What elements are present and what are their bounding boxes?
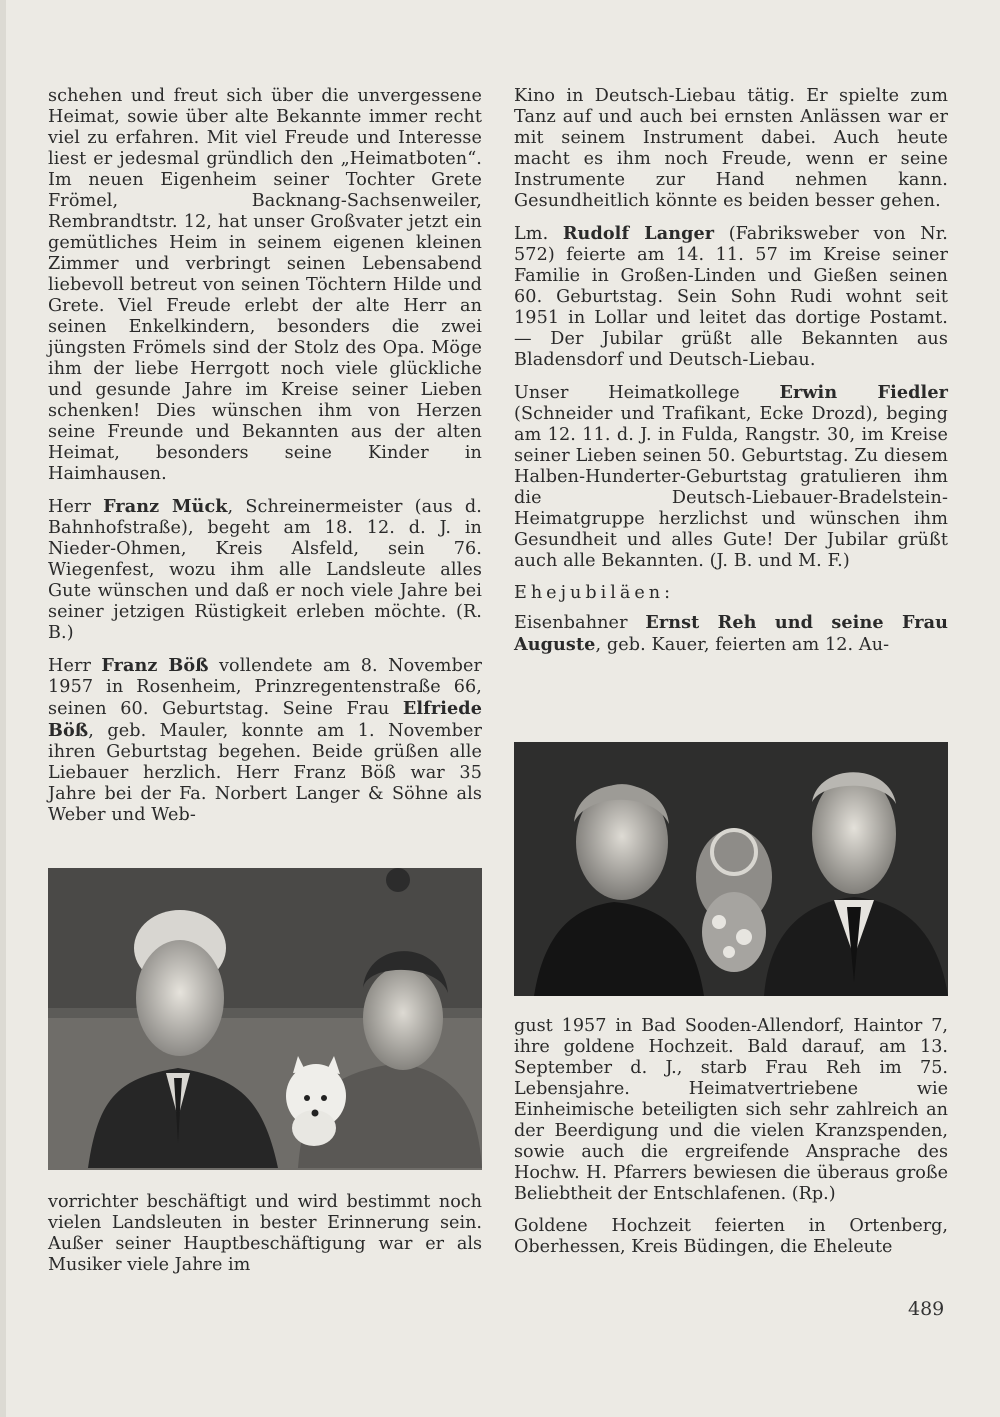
left-column [48, 86, 482, 826]
left-column-bottom [48, 1192, 482, 1276]
musiker-paragraph: Kino in Deutsch-Liebau tätig. Er spielte zum Tanz auf und auch bei ernsten Anlässen war er mit seinem Instrument dabei. Auch heute macht es ihm noch Freude, wenn er seine Instrumente zur Hand nehmen kann. Gesundheitlich könnte es beiden besser gehen. [514, 86, 948, 211]
mueck-name: Franz Mück [103, 496, 228, 517]
page-edge [0, 0, 6, 1417]
reh-names: Ernst Reh und seine Frau Auguste [514, 612, 948, 655]
page-number: 489 [908, 1298, 945, 1320]
grossvater-paragraph: schehen und freut sich über die unvergessene Heimat, sowie über alte Bekannte immer recht viel zu erfahren. Mit viel Freude und Interesse liest er jedesmal gründlich den „Heimatboten“. Im neuen Eigenheim seiner Tochter Grete Frömel, Backnang-Sachsenweiler, Rembrandtstr. 12, hat unser Großvater jetzt ein gemütliches Heim in seinem eigenen kleinen Zimmer und verbringt seinen Lebensabend liebevoll betreut von seinen Töchtern Hilde und Grete. Viel Freude erlebt der alte Herr an seinen Enkelkindern, besonders die zwei jüngsten Frömels sind der Stolz des Opa. Möge ihm der liebe Herrgott noch viele glückliche und gesunde Jahre im Kreise seiner Lieben schenken! Dies wünschen ihm von Herzen seine Freunde und Bekannten aus der alten Heimat, besonders seine Kinder in Haimhausen. [48, 86, 482, 484]
langer-name: Rudolf Langer [562, 223, 715, 244]
right-column-bottom [514, 1016, 948, 1269]
reh-continued-paragraph: gust 1957 in Bad Sooden-Allendorf, Haintor 7, ihre goldene Hochzeit. Bald darauf, am 13. September d. J., starb Frau Reh im 75. Lebensjahre. Heimatvertriebene wie Einheimische beteiligten sich sehr zahlreich an der Beerdigung und die vielen Kranzspenden, sowie auch die ergreifende Ansprache des Hochw. H. Pfarrers bewiesen die überaus große Beliebtheit der Entschlafenen. (Rp.) [514, 1016, 948, 1204]
fiedler-paragraph: Unser Heimatkollege Erwin Fiedler (Schneider und Trafikant, Ecke Drozd), beging am 12. 11. d. J. in Fulda, Rangstr. 30, im Kreise seiner Lieben seinen 50. Geburtstag. Zu diesem Halben-Hunderter-Geburtstag gratulieren ihm die Deutsch-Liebauer-Bradelstein-Heimatgruppe herzlichst und wünschen ihm Gesundheit und alles Gute! Der Jubilar grüßt auch alle Bekannten. (J. B. und M. F.) [514, 382, 948, 571]
reh-couple-photo [514, 742, 948, 996]
ehejubilaeen-heading: Ehejubiläen: [514, 583, 675, 603]
boess-continued-paragraph: vorrichter beschäftigt und wird bestimmt noch vielen Landsleuten in bester Erinnerung sein. Außer seiner Hauptbeschäftigung war er als Musiker viele Jahre im [48, 1192, 482, 1275]
langer-paragraph: Lm. Rudolf Langer (Fabriksweber von Nr. 572) feierte am 14. 11. 57 im Kreise seiner Familie in Großen-Linden und Gießen seinen 60. Geburtstag. Sein Sohn Rudi wohnt seit 1951 in Lollar und leitet das dortige Postamt. — Der Jubilar grüßt alle Bekannten aus Bladensdorf und Deutsch-Liebau. [514, 223, 948, 370]
boess-couple-photo [48, 868, 482, 1170]
right-column [514, 86, 948, 656]
ortenberg-paragraph: Goldene Hochzeit feierten in Ortenberg, Oberhessen, Kreis Büdingen, die Eheleute [514, 1216, 948, 1257]
reh-paragraph: Eisenbahner Ernst Reh und seine Frau Auguste, geb. Kauer, feierten am 12. Au- [514, 612, 948, 655]
boess-paragraph: Herr Franz Böß vollendete am 8. November 1957 in Rosenheim, Prinzregentenstraße 66, seinen 60. Geburtstag. Seine Frau Elfriede Böß, geb. Mauler, konnte am 1. November ihren Geburtstag begehen. Beide grüßen alle Liebauer herzlich. Herr Franz Böß war 35 Jahre bei der Fa. Norbert Langer & Söhne als Weber und Web- [48, 655, 482, 825]
mueck-paragraph: Herr Franz Mück, Schreinermeister (aus d. Bahnhofstraße), begeht am 18. 12. d. J. in Nieder-Ohmen, Kreis Alsfeld, sein 76. Wiegenfest, wozu ihm alle Landsleute alles Gute wünschen und daß er noch viele Jahre bei seiner jetzigen Rüstigkeit erleben möchte. (R. B.) [48, 496, 482, 643]
fiedler-name: Erwin Fiedler [779, 382, 948, 403]
elfriede-name: Elfriede Böß [48, 698, 482, 741]
boess-name: Franz Böß [101, 655, 209, 676]
